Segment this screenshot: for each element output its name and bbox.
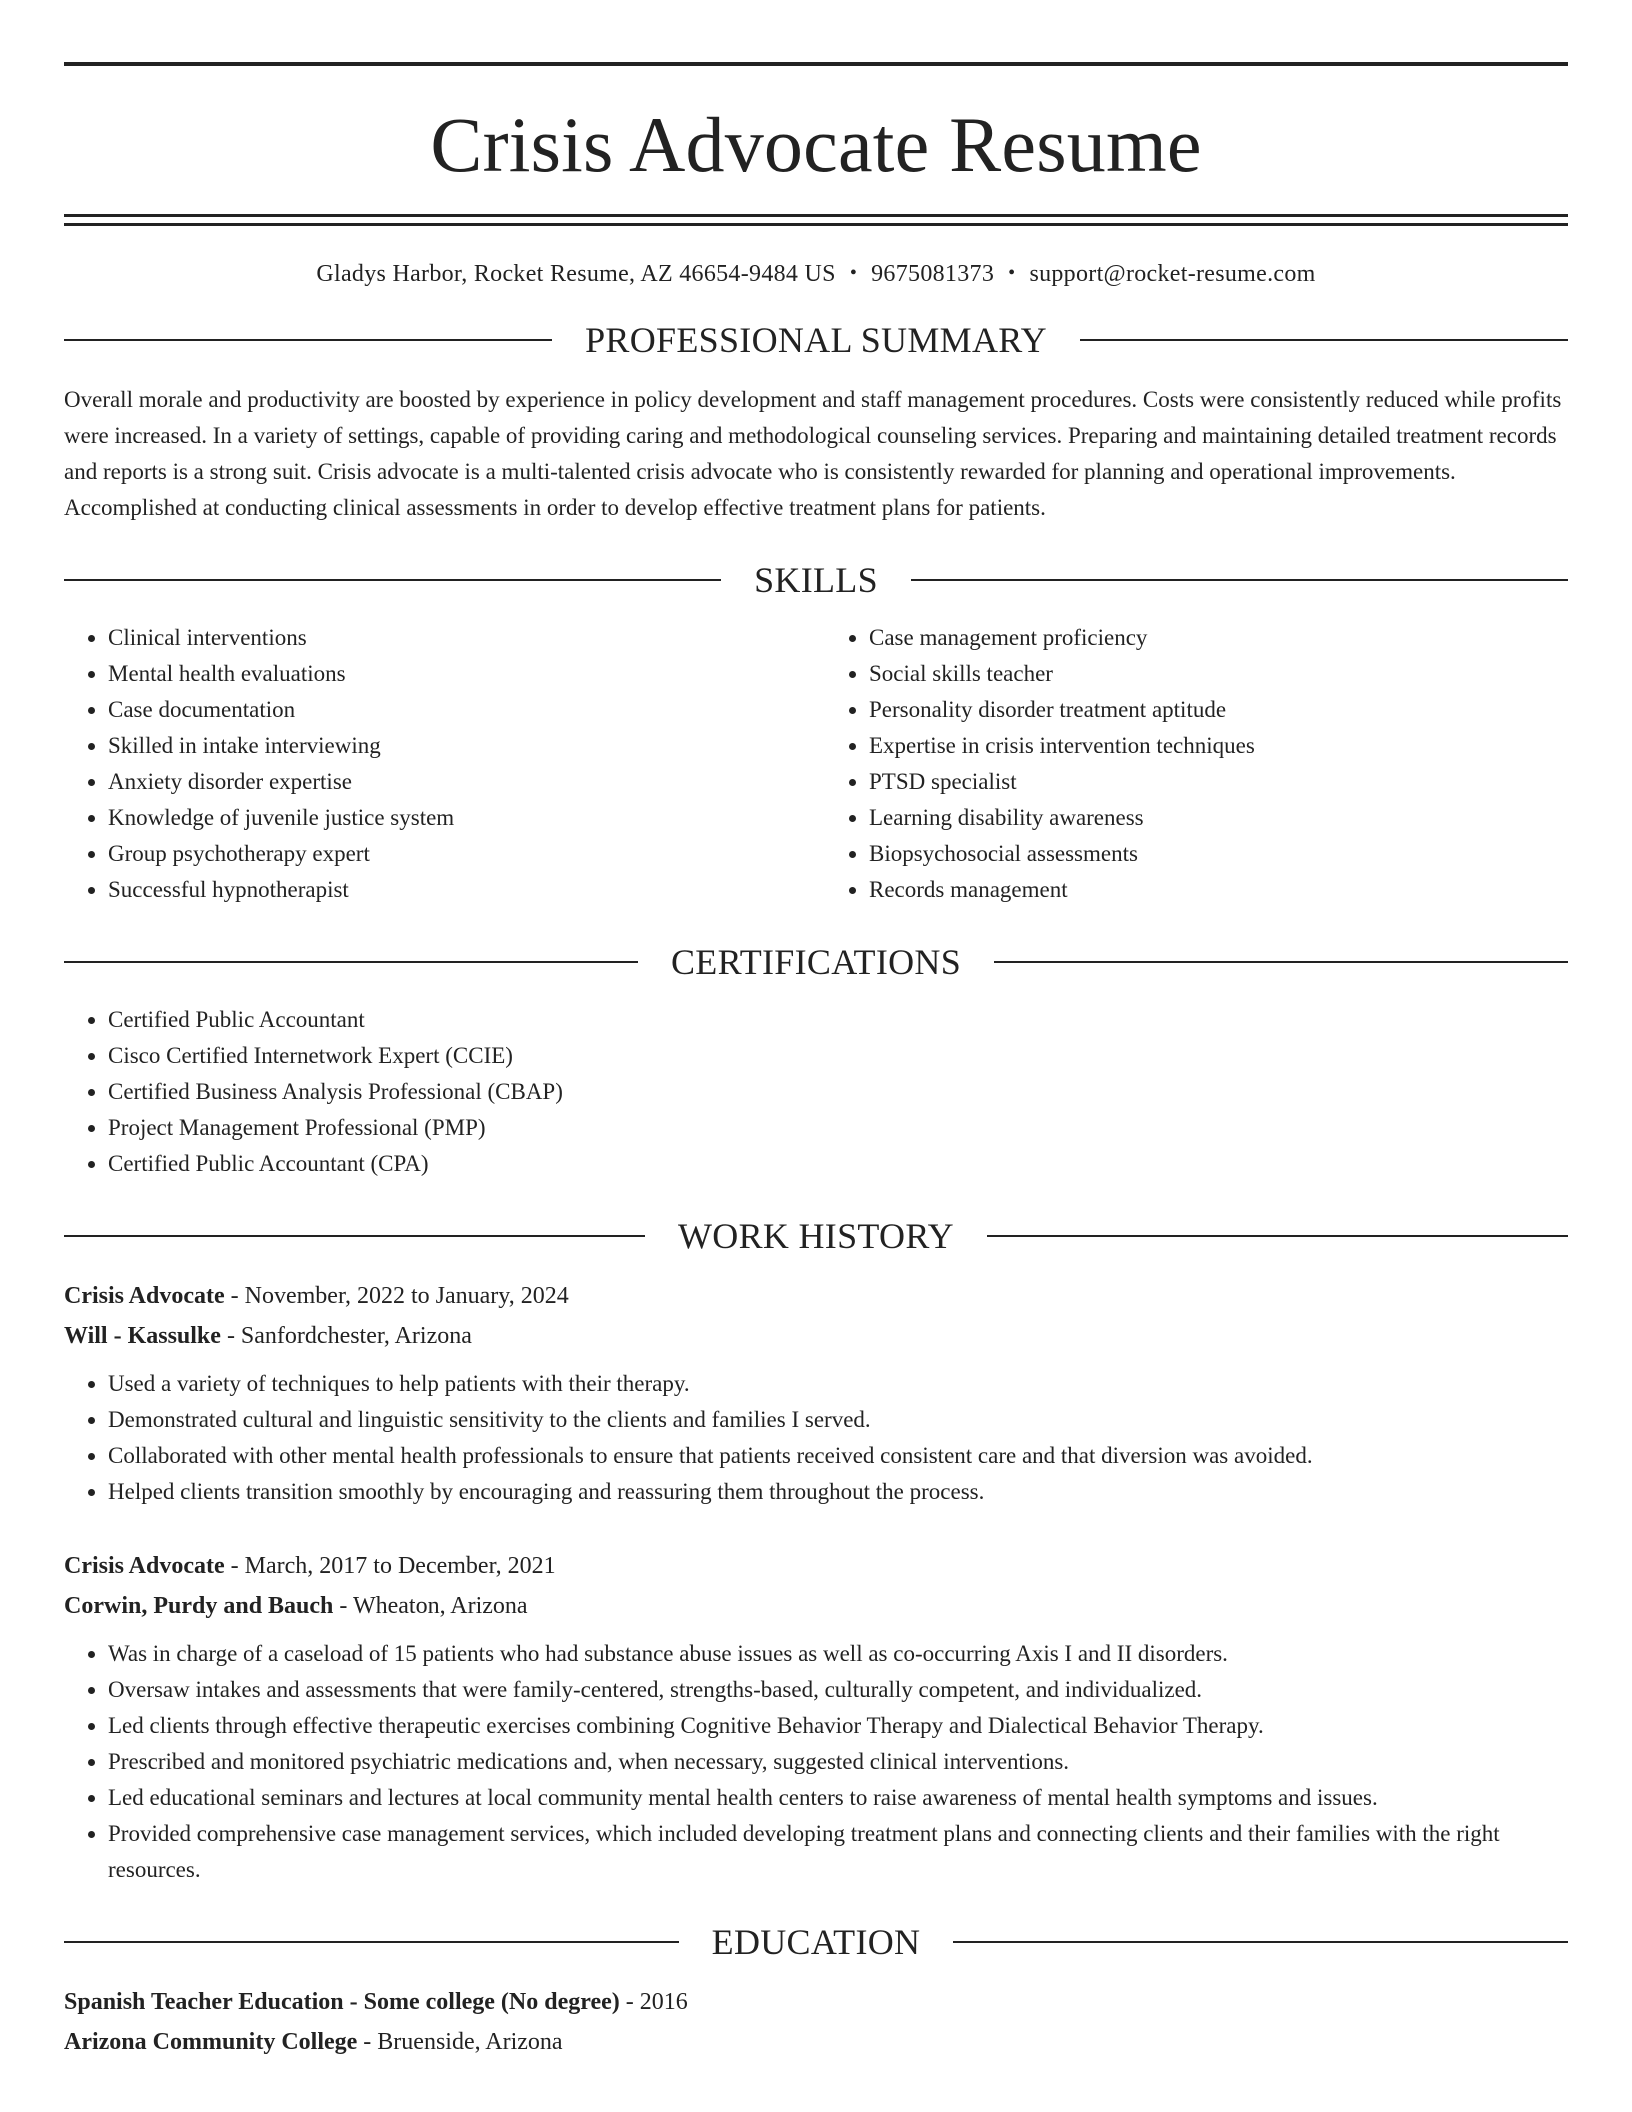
skill-item: • Knowledge of juvenile justice system: [108, 800, 816, 836]
skill-item: • Mental health evaluations: [108, 656, 816, 692]
job-duties: [64, 1366, 1568, 1510]
education-section-header: [64, 1924, 1568, 1960]
job-duty-item: • Helped clients transition smoothly by encouraging and reassuring them throughout the process.: [108, 1474, 1568, 1510]
education-heading: EDUCATION: [711, 1922, 921, 1962]
skill-item: • Skilled in intake interviewing: [108, 728, 816, 764]
job-company: Corwin, Purdy and Bauch: [64, 1593, 334, 1619]
section-rule: [64, 961, 638, 963]
section-rule: [1080, 339, 1568, 341]
skill-item: • Expertise in crisis intervention techniques: [869, 728, 1568, 764]
skills-column-right: [816, 620, 1568, 908]
skill-item: • Case management proficiency: [869, 620, 1568, 656]
skill-item: • PTSD specialist: [869, 764, 1568, 800]
section-rule: [64, 1941, 679, 1943]
job-entry: [64, 1546, 1568, 1888]
section-rule: [64, 1235, 645, 1237]
job-duty-item: • Collaborated with other mental health professionals to ensure that patients received consistent care and that diversion was avoided.: [108, 1438, 1568, 1474]
contact-separator: •: [849, 262, 858, 284]
job-dates: - November, 2022 to January, 2024: [224, 1283, 569, 1309]
job-duty-item: • Led educational seminars and lectures at local community mental health centers to raise awareness of mental health symptoms and issues.: [108, 1780, 1568, 1816]
certifications-heading: CERTIFICATIONS: [670, 942, 962, 982]
skill-item: • Records management: [869, 872, 1568, 908]
job-dates: - March, 2017 to December, 2021: [224, 1553, 556, 1579]
contact-phone: 9675081373: [871, 261, 995, 287]
job-title-line: [64, 1276, 1568, 1316]
job-duty-item: • Oversaw intakes and assessments that were family-centered, strengths-based, culturally competent, and individualized.: [108, 1672, 1568, 1708]
contact-address: Gladys Harbor, Rocket Resume, AZ 46654-9484 US: [316, 261, 836, 287]
skill-item: • Learning disability awareness: [869, 800, 1568, 836]
job-entry: [64, 1276, 1568, 1510]
contact-line: [64, 262, 1568, 286]
job-location: - Wheaton, Arizona: [333, 1593, 528, 1619]
certification-item: • Certified Public Accountant: [108, 1002, 1568, 1038]
job-company: Will - Kassulke: [64, 1323, 221, 1349]
job-title: Crisis Advocate: [64, 1553, 225, 1579]
skill-item: • Successful hypnotherapist: [108, 872, 816, 908]
summary-section-header: [64, 322, 1568, 358]
title-double-rule: [64, 214, 1568, 226]
job-company-line: [64, 1586, 1568, 1626]
certifications-section-header: [64, 944, 1568, 980]
certification-item: • Certified Business Analysis Professional (CBAP): [108, 1074, 1568, 1110]
skill-item: • Personality disorder treatment aptitude: [869, 692, 1568, 728]
section-rule: [64, 339, 552, 341]
job-duty-item: • Provided comprehensive case management services, which included developing treatment plans and connecting clients and their families with the right resources.: [108, 1816, 1568, 1888]
job-duty-item: • Prescribed and monitored psychiatric medications and, when necessary, suggested clinical interventions.: [108, 1744, 1568, 1780]
section-rule: [64, 579, 721, 581]
certification-item: • Certified Public Accountant (CPA): [108, 1146, 1568, 1182]
certification-item: • Cisco Certified Internetwork Expert (CCIE): [108, 1038, 1568, 1074]
summary-heading: PROFESSIONAL SUMMARY: [585, 320, 1047, 360]
summary-text: Overall morale and productivity are boosted by experience in policy development and staff management procedures. Costs were consistently reduced while profits were increased. In a variety of settings, capable of providing caring and methodological counseling services. Preparing and maintaining detailed treatment records and reports is a strong suit. Crisis advocate is a multi-talented crisis advocate who is consistently rewarded for planning and operational improvements. Accomplished at conducting clinical assessments in order to develop effective treatment plans for patients.: [64, 387, 1562, 520]
section-rule: [953, 1941, 1568, 1943]
certifications-list: [64, 1002, 1568, 1182]
work-history-heading: WORK HISTORY: [678, 1216, 954, 1256]
job-company-line: [64, 1316, 1568, 1356]
skills-column-left: [64, 620, 816, 908]
skills-heading: SKILLS: [754, 560, 878, 600]
page-title: Crisis Advocate Resume: [430, 101, 1202, 188]
job-duty-item: • Led clients through effective therapeutic exercises combining Cognitive Behavior Therapy and Dialectical Behavior Therapy.: [108, 1708, 1568, 1744]
skill-item: • Group psychotherapy expert: [108, 836, 816, 872]
education-year: - 2016: [619, 1989, 688, 2015]
job-location: - Sanfordchester, Arizona: [220, 1323, 472, 1349]
skill-item: • Clinical interventions: [108, 620, 816, 656]
contact-email: support@rocket-resume.com: [1029, 261, 1316, 287]
skill-item: • Case documentation: [108, 692, 816, 728]
job-duty-item: • Demonstrated cultural and linguistic sensitivity to the clients and families I served.: [108, 1402, 1568, 1438]
work-history-section-header: [64, 1218, 1568, 1254]
contact-separator: •: [1008, 262, 1016, 284]
certifications-items: [64, 1002, 1568, 1182]
skills-section-header: [64, 562, 1568, 598]
education-school-line: [64, 2022, 1568, 2062]
section-rule: [911, 579, 1568, 581]
certification-item: • Project Management Professional (PMP): [108, 1110, 1568, 1146]
skills-list: [64, 620, 1568, 908]
education-entry: [64, 1982, 1568, 2062]
education-location: - Bruenside, Arizona: [357, 2029, 563, 2055]
section-rule: [987, 1235, 1568, 1237]
job-title: Crisis Advocate: [64, 1283, 225, 1309]
education-degree: Spanish Teacher Education - Some college (No degree): [64, 1989, 620, 2015]
education-degree-line: [64, 1982, 1568, 2022]
section-rule: [994, 961, 1568, 963]
job-duty-item: • Was in charge of a caseload of 15 patients who had substance abuse issues as well as co-occurring Axis I and II disorders.: [108, 1636, 1568, 1672]
top-rule: [64, 62, 1568, 66]
job-duties: [64, 1636, 1568, 1888]
education-school: Arizona Community College: [64, 2029, 358, 2055]
job-duty-item: • Used a variety of techniques to help patients with their therapy.: [108, 1366, 1568, 1402]
skills-right-list: [816, 620, 1568, 908]
skills-left-list: [64, 620, 816, 908]
skill-item: • Anxiety disorder expertise: [108, 764, 816, 800]
skill-item: • Social skills teacher: [869, 656, 1568, 692]
job-title-line: [64, 1546, 1568, 1586]
skill-item: • Biopsychosocial assessments: [869, 836, 1568, 872]
